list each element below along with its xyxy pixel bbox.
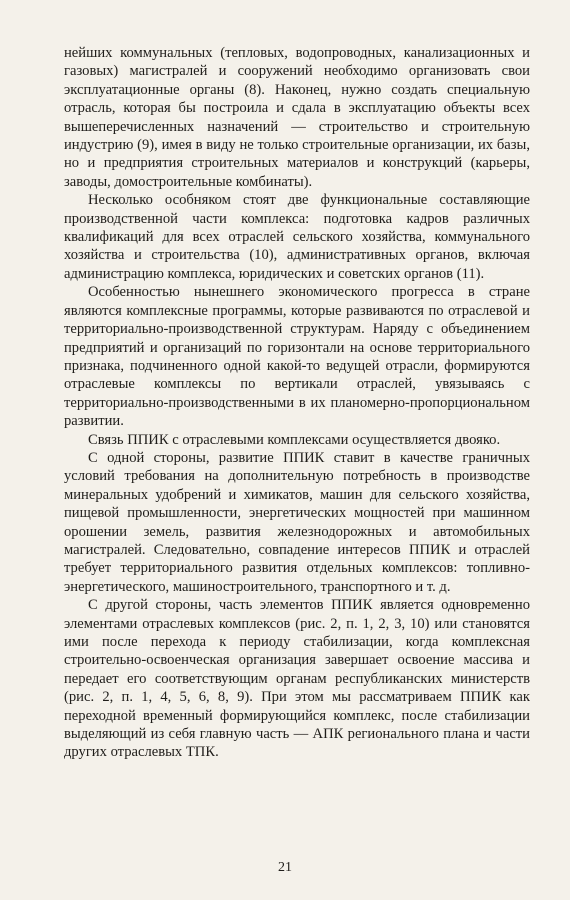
page-number: 21 [278, 860, 292, 875]
paragraph-5: С одной стороны, развитие ППИК ставит в качестве граничных условий требования на дополнительную потребность в производстве минеральных удобрений и химикатов, машин для сельского хозяйства, пищевой промышленности, энергетических мощностей при машинном орошении земель, развития железнодорожных и автомобильных магистралей. Следовательно, совпадение интересов ППИК и отраслей требует территориального развития отдельных комплексов: топливно-энергетического, машиностроительного, транспортного и т. д. [64, 449, 530, 595]
paragraph-3: Особенностью нынешнего экономического прогресса в стране являются комплексные программы, которые развиваются по отраслевой и территориально-производственной структурам. Наряду с объединением предприятий и организаций по горизонтали на основе территориального признака, подчиненного одной какой-то ведущей отрасли, формируются отраслевые комплексы по вертикали отраслей, увязываясь с территориально-производственными в их планомерно-пропорциональном развитии. [64, 284, 530, 430]
body-text [64, 44, 530, 762]
paragraph-2: Несколько особняком стоят две функциональные составляющие производственной части комплекса: подготовка кадров различных квалификаций для всех отраслей сельского хозяйства, коммунального хозяйства и строительства (10), административных органов, включая администрацию комплекса, юридических и советских органов (11). [64, 192, 530, 282]
paragraph-1: нейших коммунальных (тепловых, водопроводных, канализационных и газовых) магистралей и сооружений необходимо организовать свои эксплуатационные органы (8). Наконец, нужно создать специальную отрасль, которая бы построила и сдала в эксплуатацию объекты всех вышеперечисленных назначений — строительство и строительную индустрию (9), имея в виду не только строительные организации, их базы, но и предприятия строительных материалов и конструкций (карьеры, заводы, домостроительные комбинаты). [64, 45, 530, 190]
paragraph-4: Связь ППИК с отраслевыми комплексами осуществляется двояко. [88, 431, 501, 448]
paragraph-6: С другой стороны, часть элементов ППИК является одновременно элементами отраслевых комплексов (рис. 2, п. 1, 2, 3, 10) или становятся ими после перехода к периоду стабилизации, когда комплексная строительно-освоенческая организация завершает освоение массива и передает его соответствующим органам республиканских министерств (рис. 2, п. 1, 4, 5, 6, 8, 9). При этом мы рассматриваем ППИК как переходной временный формирующийся комплекс, после стабилизации выделяющий из себя главную часть — АПК регионального плана и части других отраслевых ТПК. [64, 597, 530, 761]
